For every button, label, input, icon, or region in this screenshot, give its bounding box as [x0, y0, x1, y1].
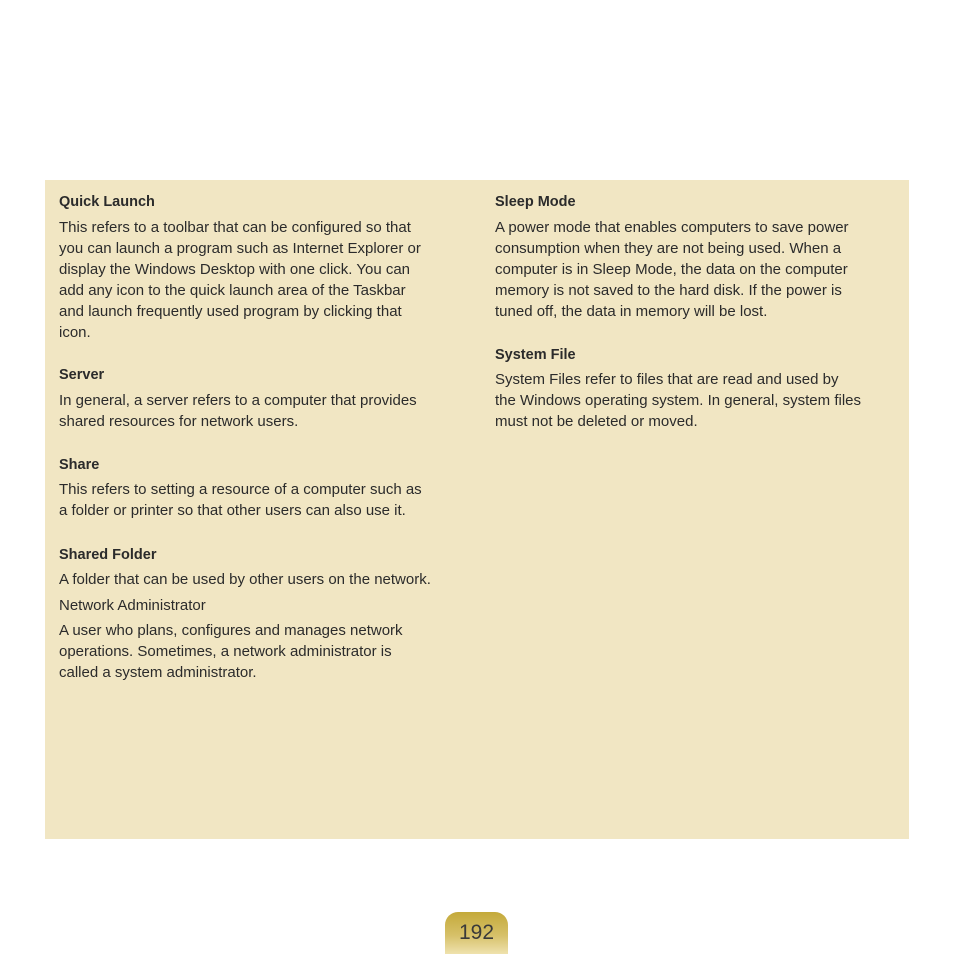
definition-system-file: [495, 369, 861, 432]
term-share: Share: [59, 457, 100, 473]
definition-line: This refers to setting a resource of a computer such as: [59, 481, 422, 498]
definition-line: shared resources for network users.: [59, 413, 299, 430]
definition-line: must not be deleted or moved.: [495, 413, 698, 430]
term-quick-launch: Quick Launch: [59, 194, 155, 210]
definition-line: a folder or printer so that other users can also use it.: [59, 502, 406, 519]
term-system-file: System File: [495, 347, 576, 363]
definition-line: operations. Sometimes, a network administrator is: [59, 643, 392, 660]
term-sleep-mode: Sleep Mode: [495, 194, 576, 210]
definition-line: memory is not saved to the hard disk. If the power is: [495, 282, 842, 299]
definition-line: computer is in Sleep Mode, the data on the computer: [495, 261, 848, 278]
definition-line: icon.: [59, 324, 91, 341]
definition-line: called a system administrator.: [59, 664, 257, 681]
term-shared-folder: Shared Folder: [59, 547, 157, 563]
definition-line: add any icon to the quick launch area of the Taskbar: [59, 282, 406, 299]
definition-line: consumption when they are not being used. When a: [495, 240, 842, 257]
definition-line: display the Windows Desktop with one click. You can: [59, 261, 411, 278]
term-network-administrator: Network Administrator: [59, 597, 206, 614]
page-number-tab: [445, 912, 508, 954]
definition-line: This refers to a toolbar that can be configured so that: [59, 219, 411, 236]
page-number: 192: [458, 921, 495, 944]
definition-network-administrator: [59, 620, 403, 683]
definition-server: [59, 390, 417, 432]
definition-line: In general, a server refers to a computer that provides: [59, 392, 417, 409]
definition-line: System Files refer to files that are read and used by: [495, 371, 839, 388]
definition-line: A user who plans, configures and manages network: [59, 622, 403, 639]
definition-line: A folder that can be used by other users on the network.: [59, 571, 431, 588]
definition-line: and launch frequently used program by clicking that: [59, 303, 402, 320]
term-server: Server: [59, 367, 105, 383]
definition-line: the Windows operating system. In general, system files: [495, 392, 861, 409]
definition-line: tuned off, the data in memory will be lost.: [495, 303, 768, 320]
glossary-panel: [45, 180, 909, 839]
definition-quick-launch: [59, 217, 421, 343]
definition-line: A power mode that enables computers to save power: [495, 219, 849, 236]
definition-sleep-mode: [495, 217, 849, 322]
definition-line: you can launch a program such as Internet Explorer or: [59, 240, 421, 257]
definition-share: [59, 479, 422, 521]
definition-shared-folder: [59, 569, 431, 590]
